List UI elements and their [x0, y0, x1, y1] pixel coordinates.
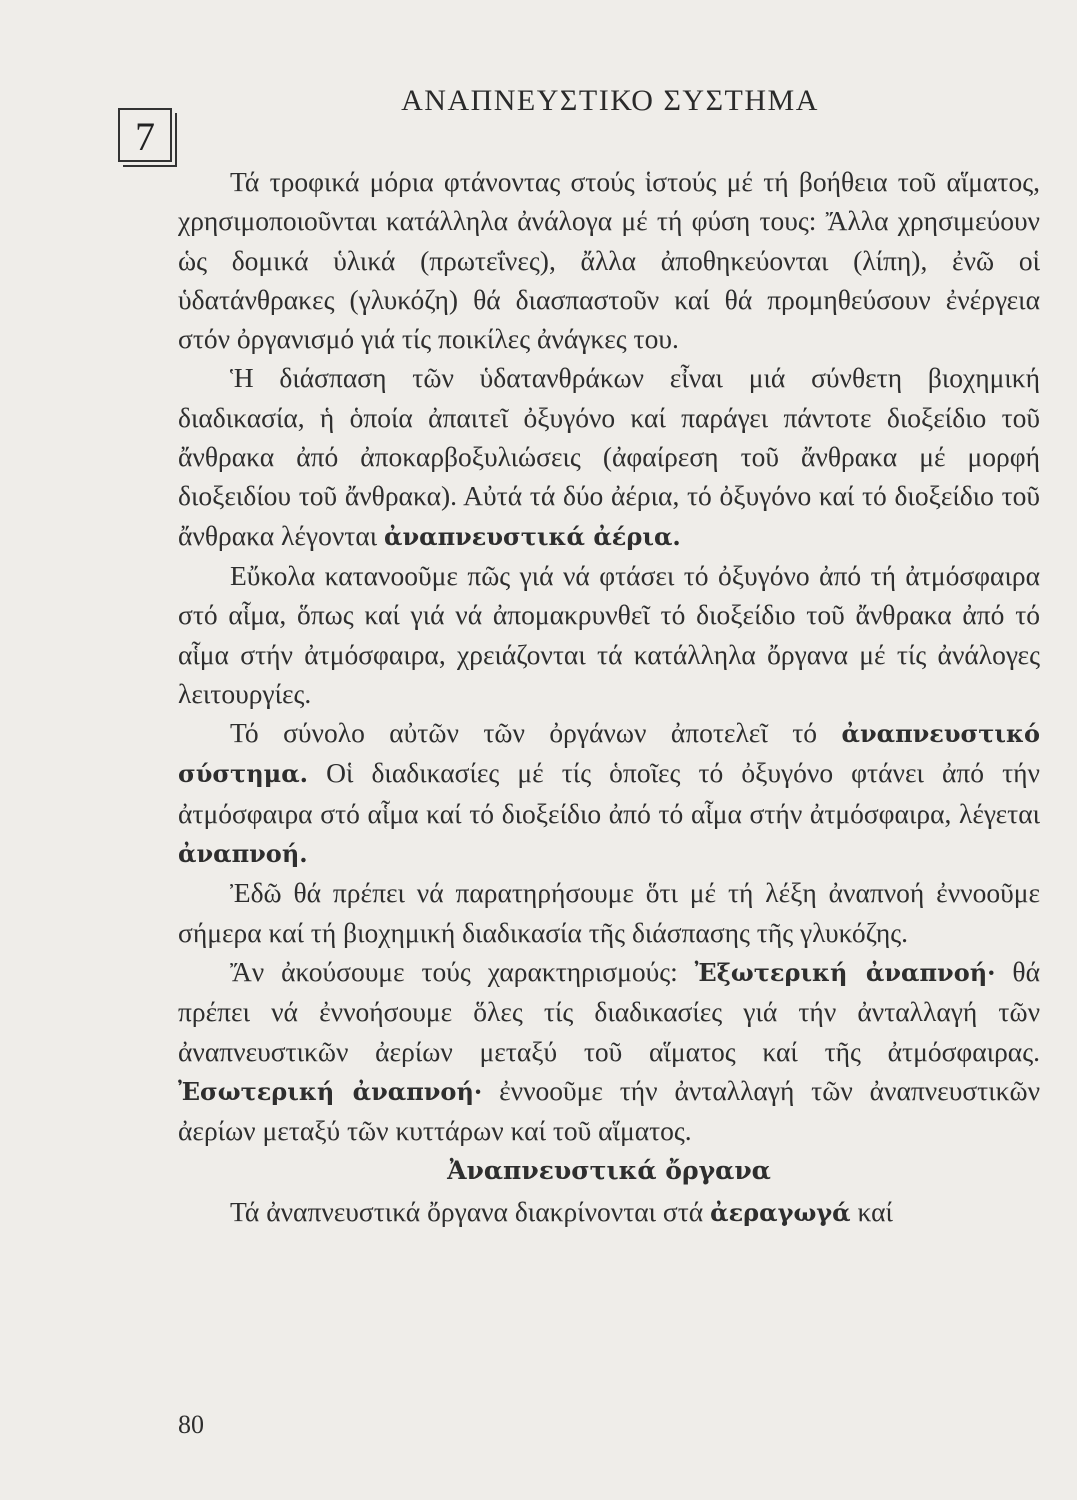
paragraph-7-text-b: καί — [857, 1196, 893, 1228]
paragraph-1: Τά τροφικά μόρια φτάνοντας στούς ἱστούς μέ τή βοήθεια τοῦ αἵματος, χρησιμοποιοῦνται κατάλληλα ἀνάλογα μέ τή φύση τους: Ἄλλα χρησιμεύουν ὡς δομικά ὑλικά (πρωτεΐνες), ἄλλα ἀποθηκεύονται (λίπη), ἐνῶ οἱ ὑδατάνθρακες (γλυκόζη) θά διασπαστοῦν καί θά προμηθεύσουν ἐνέργεια στόν ὀργανισμό γιά τίς ποικίλες ἀνάγκες του. — [178, 166, 1040, 355]
term-internal-respiration: Ἐσωτερική ἀναπνοή· — [178, 1076, 483, 1106]
paragraph-3: Εὔκολα κατανοοῦμε πῶς γιά νά φτάσει τό ὀξυγόνο ἀπό τή ἀτμόσφαιρα στό αἷμα, ὅπως καί γιά νά ἀπομακρυνθεῖ τό διοξείδιο τοῦ ἄνθρακα ἀπό τό αἷμα στήν ἀτμόσφαιρα, χρειάζονται τά κατάλληλα ὄργανα μέ τίς ἀνάλογες λειτουργίες. — [178, 559, 1040, 709]
paragraph-4 — [178, 713, 1040, 873]
page-number: 80 — [178, 1410, 204, 1439]
paragraph-6 — [178, 952, 1040, 1150]
term-airways: ἀεραγωγά — [710, 1198, 851, 1228]
paragraph-4-text-b: Οἱ διαδικασίες μέ τίς ὁποῖες τό ὀξυγόνο φτάνει ἀπό τήν ἀτμόσφαιρα στό αἷμα καί τό διοξείδιο ἀπό τό αἷμα στήν ἀτμόσφαιρα, λέγεται — [178, 757, 1040, 829]
body-text — [178, 162, 1040, 1233]
paragraph-2 — [178, 358, 1040, 555]
term-respiratory-system: ἀναπνευστικό σύστημα. — [178, 719, 1040, 789]
paragraph-6-text-a: Ἄν ἀκούσουμε τούς χαρακτηρισμούς: — [230, 955, 678, 987]
chapter-title: ΑΝΑΠΝΕΥΣΤΙΚΟ ΣΥΣΤΗΜΑ — [401, 84, 819, 117]
paragraph-4-text-a: Τό σύνολο αὐτῶν τῶν ὀργάνων ἀποτελεῖ τό — [230, 717, 818, 749]
term-respiratory-gases: ἀναπνευστικά ἀέρια. — [384, 521, 681, 551]
term-external-respiration: Ἐξωτερική ἀναπνοή· — [694, 957, 996, 987]
chapter-number-box — [118, 108, 172, 162]
paragraph-6-text-c: ἐννοοῦμε τήν ἀνταλλαγή τῶν ἀναπνευστικῶν ἀερίων μεταξύ τῶν κυττάρων καί τοῦ αἵματος. — [178, 1074, 1040, 1147]
section-subheading: Ἀναπνευστικά ὄργανα — [447, 1156, 771, 1186]
paragraph-5: Ἐδῶ θά πρέπει νά παρατηρήσουμε ὅτι μέ τή λέξη ἀναπνοή ἐννοοῦμε σήμερα καί τή βιοχημική διαδικασία τῆς διάσπασης τῆς γλυκόζης. — [178, 877, 1040, 948]
paragraph-7 — [178, 1192, 1040, 1232]
paragraph-6-text-b: θά πρέπει νά ἐννοήσουμε ὅλες τίς διαδικασίες γιά τήν ἀνταλλαγή τῶν ἀναπνευστικῶν ἀερίων μεταξύ τοῦ αἵματος καί τῆς ἀτμόσφαιρας. — [178, 955, 1040, 1067]
chapter-number: 7 — [135, 114, 155, 159]
paragraph-2-text: Ἡ διάσπαση τῶν ὑδατανθράκων εἶναι μιά σύνθετη βιοχημική διαδικασία, ἡ ὁποία ἀπαιτεῖ ὀξυγόνο καί παράγει πάντοτε διοξείδιο τοῦ ἄνθρακα ἀπό ἀποκαρβοξυλιώσεις (ἀφαίρεση τοῦ ἄνθρακα μέ μορφή διοξειδίου τοῦ ἄνθρακα). Αὐτά τά δύο ἀέρια, τό ὀξυγόνο καί τό διοξείδιο τοῦ ἄνθρακα λέγονται — [178, 362, 1040, 551]
paragraph-7-text-a: Τά ἀναπνευστικά ὄργανα διακρίνονται στά — [230, 1196, 704, 1228]
term-respiration: ἀναπνοή. — [178, 839, 308, 869]
